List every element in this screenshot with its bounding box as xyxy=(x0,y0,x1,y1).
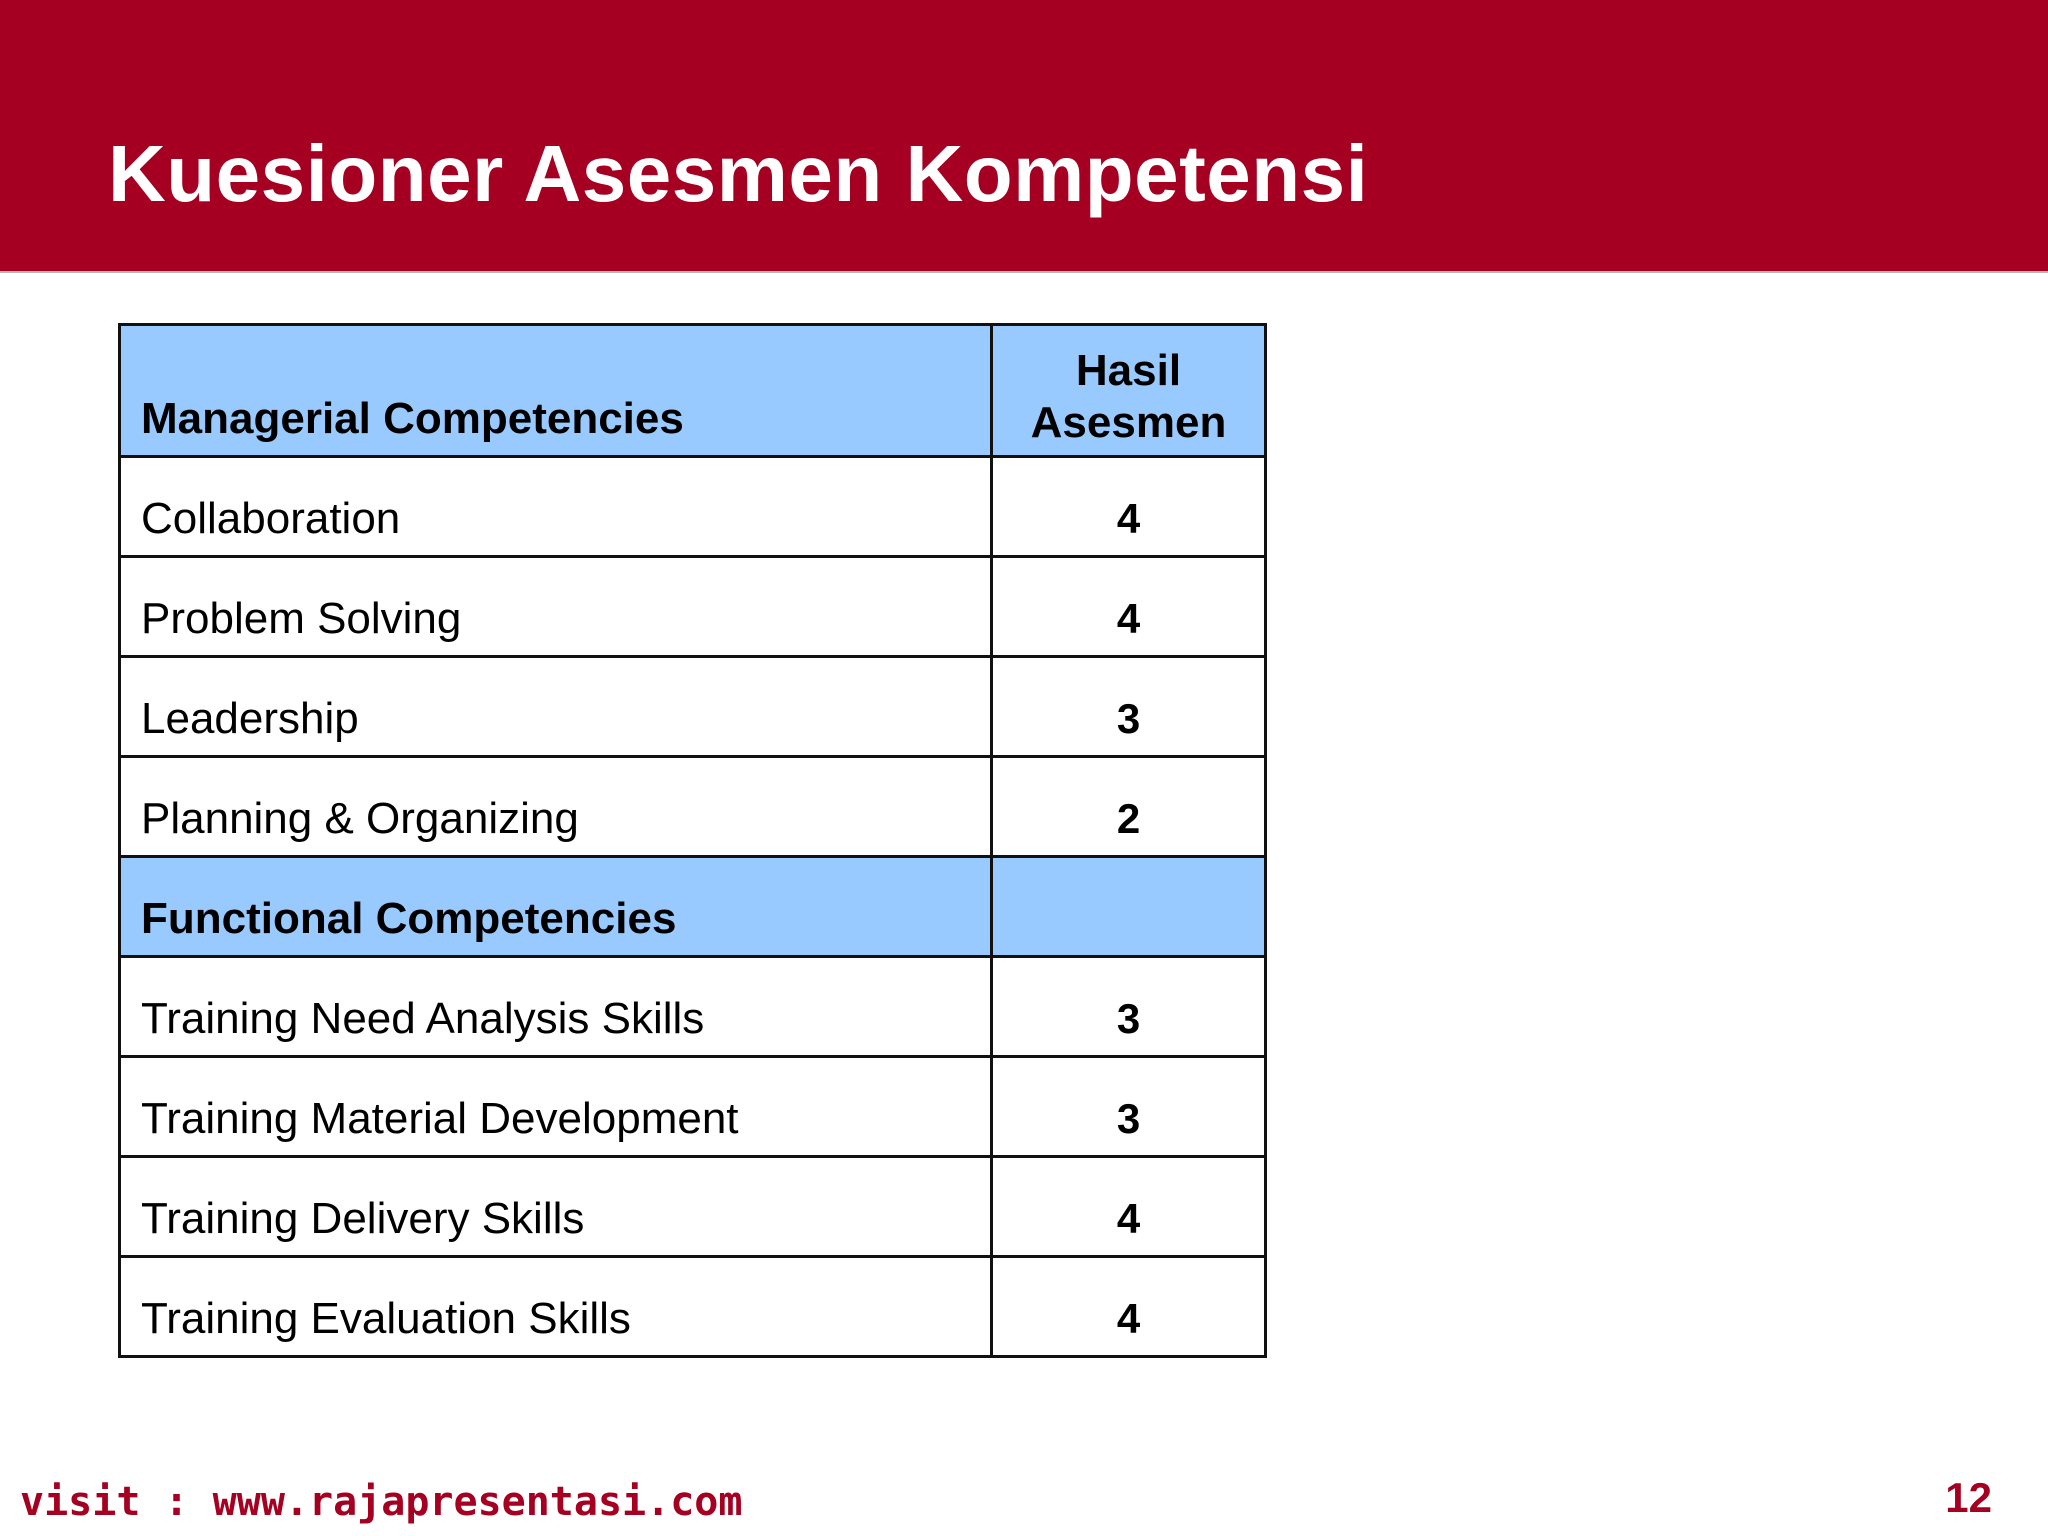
slide-title: Kuesioner Asesmen Kompetensi xyxy=(108,129,1369,218)
competency-name: Planning & Organizing xyxy=(120,757,992,857)
competency-score: 3 xyxy=(992,657,1266,757)
competency-score: 4 xyxy=(992,457,1266,557)
table-row xyxy=(120,957,1266,1057)
table-row xyxy=(120,1257,1266,1357)
competency-score: 4 xyxy=(992,1157,1266,1257)
competency-name: Problem Solving xyxy=(120,557,992,657)
table-row xyxy=(120,1157,1266,1257)
hasil-asesmen-header: Hasil Asesmen xyxy=(992,325,1266,457)
page-number: 12 xyxy=(1945,1474,1992,1521)
competency-name: Training Material Development xyxy=(120,1057,992,1157)
competency-score: 4 xyxy=(992,1257,1266,1357)
competency-table xyxy=(118,323,1267,1358)
table-row xyxy=(120,1057,1266,1157)
title-bar xyxy=(0,0,2048,273)
competency-name: Collaboration xyxy=(120,457,992,557)
competency-score: 4 xyxy=(992,557,1266,657)
managerial-competencies-header: Managerial Competencies xyxy=(120,325,992,457)
footer-website-link[interactable]: visit : www.rajapresentasi.com xyxy=(20,1479,743,1525)
functional-competencies-header: Functional Competencies xyxy=(120,857,992,957)
functional-section-score xyxy=(992,857,1266,957)
competency-name: Training Evaluation Skills xyxy=(120,1257,992,1357)
competency-score: 3 xyxy=(992,1057,1266,1157)
functional-competencies-section-row xyxy=(120,857,1266,957)
table-row xyxy=(120,457,1266,557)
table-row xyxy=(120,557,1266,657)
table-row xyxy=(120,757,1266,857)
competency-name: Training Delivery Skills xyxy=(120,1157,992,1257)
competency-score: 2 xyxy=(992,757,1266,857)
table-header-row xyxy=(120,325,1266,457)
competency-name: Leadership xyxy=(120,657,992,757)
competency-name: Training Need Analysis Skills xyxy=(120,957,992,1057)
table-row xyxy=(120,657,1266,757)
competency-score: 3 xyxy=(992,957,1266,1057)
